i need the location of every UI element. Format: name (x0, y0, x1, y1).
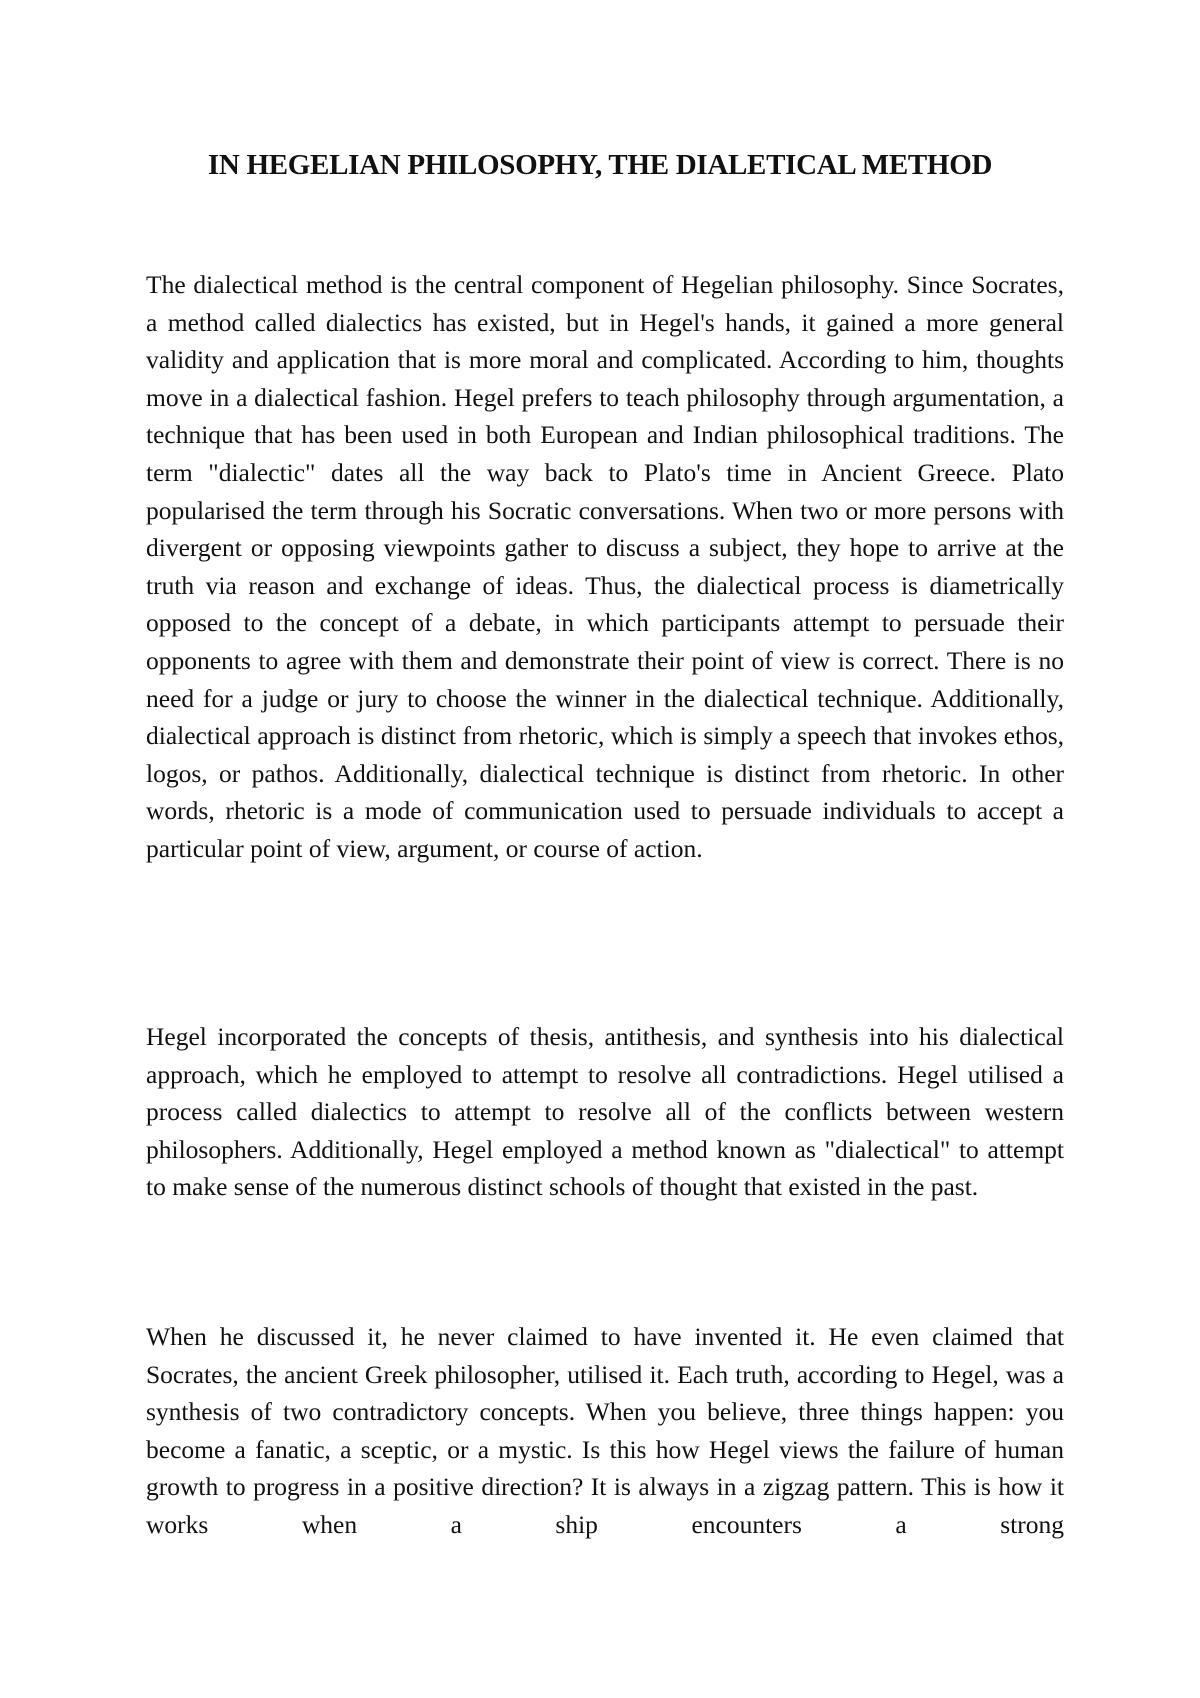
paragraph-2: Hegel incorporated the concepts of thesis, antithesis, and synthesis into his dialectical approach, which he employed to attempt to resolve all contradictions. Hegel utilised a process called dialectics to attempt to resolve all of the conflicts between western philosophers. Additionally, Hegel employed a method known as "dialectical" to attempt to make sense of the numerous distinct schools of thought that existed in the past. (146, 1022, 1064, 1202)
document-title: IN HEGELIAN PHILOSOPHY, THE DIALETICAL METHOD (207, 149, 993, 181)
paragraph-1: The dialectical method is the central component of Hegelian philosophy. Since Socrates, a method called dialectics has existed, but in Hegel's hands, it gained a more general validity and application that is more moral and complicated. According to him, thoughts move in a dialectical fashion. Hegel prefers to teach philosophy through argumentation, a technique that has been used in both European and Indian philosophical traditions. The term "dialectic" dates all the way back to Plato's time in Ancient Greece. Plato popularised the term through his Socratic conversations. When two or more persons with divergent or opposing viewpoints gather to discuss a subject, they hope to arrive at the truth via reason and exchange of ideas. Thus, the dialectical process is diametrically opposed to the concept of a debate, in which participants attempt to persuade their opponents to agree with them and demonstrate their point of view is correct. There is no need for a judge or jury to choose the winner in the dialectical technique. Additionally, dialectical approach is distinct from rhetoric, which is simply a speech that invokes ethos, logos, or pathos. Additionally, dialectical technique is distinct from rhetoric. In other words, rhetoric is a mode of communication used to persuade individuals to accept a particular point of view, argument, or course of action. (146, 270, 1064, 863)
paragraph-3: When he discussed it, he never claimed to have invented it. He even claimed that Socrates, the ancient Greek philosopher, utilised it. Each truth, according to Hegel, was a synthesis of two contradictory concepts. When you believe, three things happen: you become a fanatic, a sceptic, or a mystic. Is this how Hegel views the failure of human growth to progress in a positive direction? It is always in a zigzag pattern. This is how it works when a ship encounters a strong (146, 1322, 1064, 1539)
